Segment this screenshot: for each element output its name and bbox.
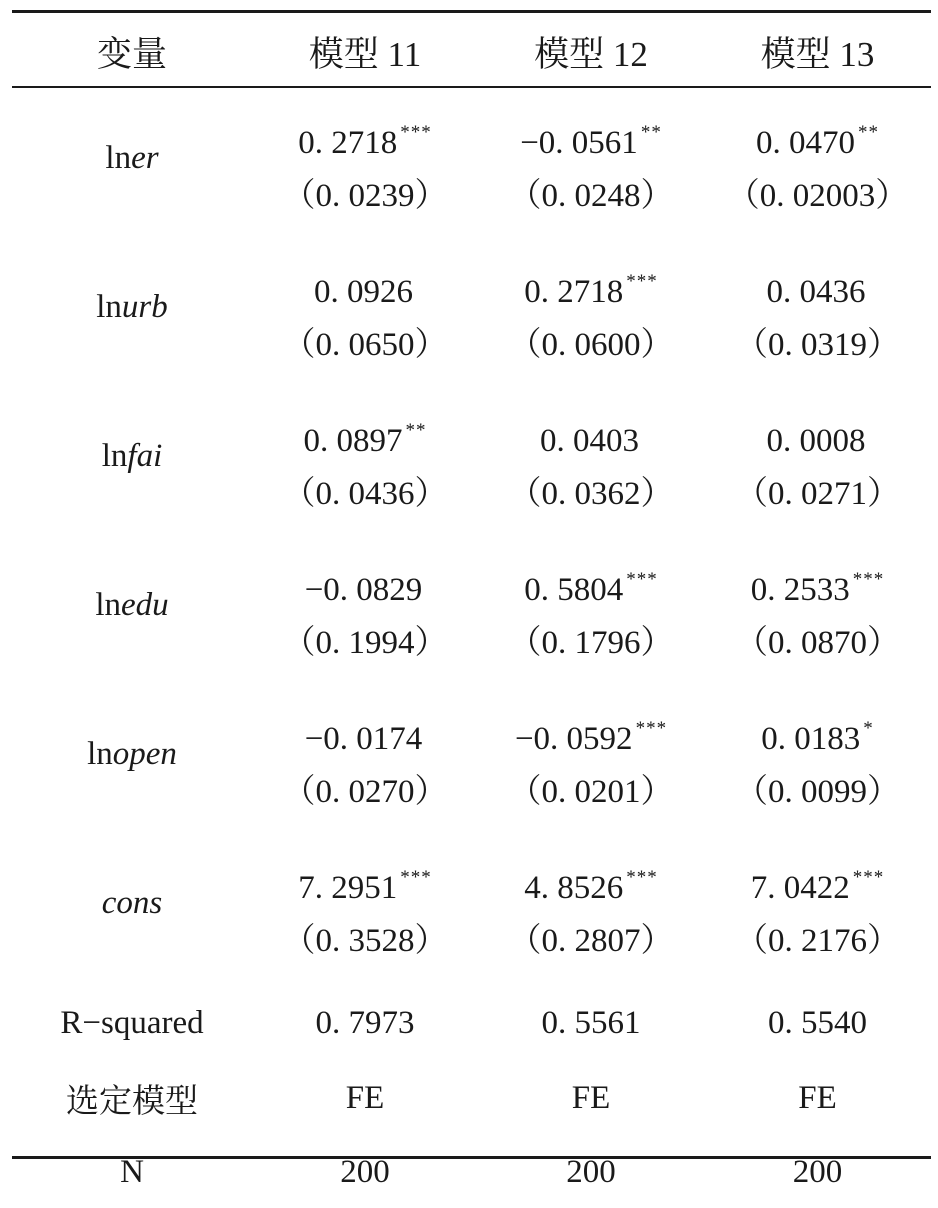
standard-error: （0. 0248） — [508, 177, 674, 214]
coefficient-value: 4. 8526 — [524, 869, 624, 906]
coefficient-value: −0. 0829 — [304, 571, 423, 608]
estimate-cell — [252, 88, 478, 237]
stat-value: FE — [345, 1079, 385, 1116]
standard-error: （0. 0650） — [282, 326, 448, 363]
selected-model-row — [12, 1058, 931, 1138]
estimate-cell — [704, 684, 931, 833]
estimate-cell — [478, 386, 704, 535]
coefficient-value: 0. 2533 — [750, 571, 850, 608]
r-squared-row — [12, 982, 931, 1058]
standard-error: （0. 0239） — [282, 177, 448, 214]
table-row — [12, 535, 931, 684]
table-row — [12, 386, 931, 535]
stat-value: 200 — [792, 1153, 843, 1190]
coefficient-value: 0. 2718 — [298, 124, 398, 161]
coefficient — [478, 105, 704, 171]
coefficient — [478, 403, 704, 469]
variable-prefix: ln — [95, 587, 121, 623]
variable-name: fai — [127, 438, 163, 474]
significance-stars: *** — [852, 866, 885, 888]
selected-model-label: 选定模型 — [66, 1083, 198, 1120]
coefficient-value: −0. 0174 — [304, 720, 423, 757]
estimate-cell — [478, 684, 704, 833]
observations-label: N — [120, 1153, 144, 1190]
header-model-11: 模型 11 — [308, 34, 422, 74]
observations-row — [12, 1138, 931, 1208]
stat-value: 0. 5561 — [541, 1004, 641, 1041]
stat-value: 0. 7973 — [315, 1004, 415, 1041]
standard-error: （0. 02003） — [726, 177, 909, 214]
variable-prefix: ln — [105, 140, 132, 176]
coefficient-value: −0. 0561 — [520, 124, 638, 161]
header-model-13: 模型 13 — [760, 34, 875, 74]
variable-label — [12, 237, 252, 386]
significance-stars: *** — [400, 121, 432, 143]
estimate-cell — [252, 535, 478, 684]
coefficient-value: 0. 2718 — [524, 273, 624, 310]
variable-label — [12, 88, 252, 237]
coefficient — [252, 254, 478, 320]
variable-label — [12, 833, 252, 982]
stat-value: FE — [798, 1079, 837, 1116]
coefficient-value: 0. 0897 — [303, 422, 403, 459]
coefficient — [704, 254, 931, 320]
estimate-cell — [478, 535, 704, 684]
significance-stars: ** — [858, 121, 879, 143]
coefficient-value: 7. 0422 — [750, 869, 850, 906]
significance-stars: *** — [852, 568, 885, 590]
standard-error: （0. 1796） — [508, 624, 674, 661]
coefficient — [252, 105, 478, 171]
coefficient — [252, 850, 478, 916]
standard-error: （0. 2807） — [508, 922, 674, 959]
variable-prefix: ln — [87, 736, 113, 772]
variable-name: open — [112, 736, 177, 772]
coefficient-value: 0. 5804 — [524, 571, 624, 608]
header-variable: 变量 — [96, 34, 167, 74]
significance-stars: *** — [626, 270, 658, 292]
standard-error: （0. 0362） — [508, 475, 674, 512]
coefficient-value: 0. 0183 — [761, 720, 861, 757]
coefficient — [704, 552, 931, 618]
r-squared-label: R−squared — [60, 1004, 204, 1041]
coefficient-value: 0. 0926 — [314, 273, 413, 310]
coefficient-value: −0. 0592 — [514, 720, 633, 757]
coefficient-value: 0. 0403 — [540, 422, 639, 459]
coefficient — [478, 552, 704, 618]
estimate-cell — [478, 88, 704, 237]
variable-label — [12, 535, 252, 684]
stat-value: 200 — [340, 1153, 390, 1190]
table-row — [12, 88, 931, 237]
table-row — [12, 833, 931, 982]
regression-table — [12, 13, 931, 1208]
significance-stars: ** — [405, 419, 427, 441]
coefficient — [704, 403, 931, 469]
estimate-cell — [252, 386, 478, 535]
coefficient — [704, 105, 931, 171]
coefficient — [252, 701, 478, 767]
estimate-cell — [704, 237, 931, 386]
estimate-cell — [704, 833, 931, 982]
variable-prefix: ln — [96, 289, 122, 325]
coefficient — [704, 850, 931, 916]
significance-stars: *** — [635, 717, 668, 739]
coefficient — [252, 403, 478, 469]
estimate-cell — [252, 237, 478, 386]
estimate-cell — [478, 833, 704, 982]
significance-stars: * — [863, 717, 874, 739]
coefficient-value: 0. 0008 — [766, 422, 866, 459]
variable-prefix: ln — [101, 438, 128, 474]
standard-error: （0. 1994） — [282, 624, 448, 661]
coefficient — [478, 850, 704, 916]
header-row — [12, 13, 931, 88]
estimate-cell — [704, 88, 931, 237]
coefficient — [478, 701, 704, 767]
standard-error: （0. 0319） — [735, 326, 900, 363]
stat-value: FE — [571, 1079, 611, 1116]
standard-error: （0. 0436） — [282, 475, 448, 512]
table-row — [12, 684, 931, 833]
coefficient — [252, 552, 478, 618]
standard-error: （0. 2176） — [735, 922, 900, 959]
variable-label — [12, 684, 252, 833]
significance-stars: *** — [400, 866, 432, 888]
significance-stars: *** — [626, 866, 658, 888]
estimate-cell — [252, 684, 478, 833]
standard-error: （0. 0600） — [508, 326, 674, 363]
estimate-cell — [704, 386, 931, 535]
variable-label — [12, 386, 252, 535]
standard-error: （0. 0201） — [508, 773, 674, 810]
estimate-cell — [478, 237, 704, 386]
variable-name: edu — [121, 587, 169, 623]
table-row — [12, 237, 931, 386]
coefficient-value: 0. 0436 — [766, 273, 866, 310]
stat-value: 200 — [566, 1153, 616, 1190]
significance-stars: ** — [640, 121, 662, 143]
standard-error: （0. 0870） — [735, 624, 900, 661]
variable-name: cons — [101, 885, 163, 921]
standard-error: （0. 0270） — [282, 773, 448, 810]
stat-value: 0. 5540 — [768, 1004, 867, 1041]
variable-name: er — [131, 140, 159, 176]
coefficient-value: 7. 2951 — [298, 869, 398, 906]
coefficient — [704, 701, 931, 767]
standard-error: （0. 0271） — [735, 475, 900, 512]
variable-name: urb — [121, 289, 168, 325]
coefficient-value: 0. 0470 — [756, 124, 855, 161]
significance-stars: *** — [626, 568, 658, 590]
header-model-12: 模型 12 — [534, 34, 648, 74]
estimate-cell — [704, 535, 931, 684]
coefficient — [478, 254, 704, 320]
standard-error: （0. 0099） — [735, 773, 900, 810]
standard-error: （0. 3528） — [282, 922, 448, 959]
estimate-cell — [252, 833, 478, 982]
